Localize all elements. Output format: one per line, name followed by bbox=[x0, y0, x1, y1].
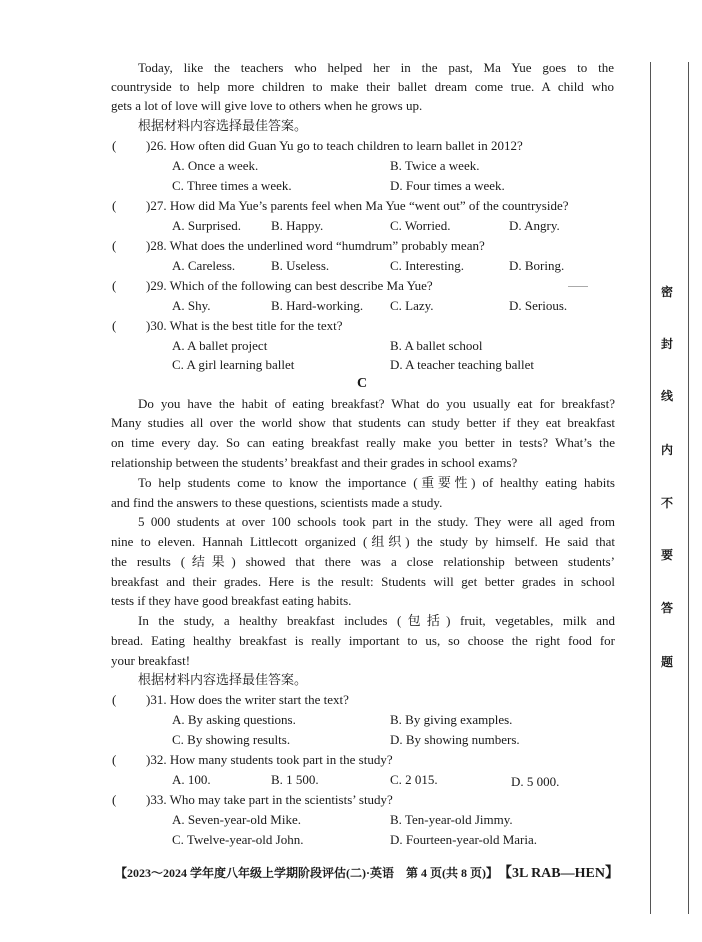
seal-char-3: 线 bbox=[660, 389, 673, 403]
option-26-a[interactable]: A. Once a week. bbox=[172, 158, 259, 173]
passage-c-line-12: In the study, a healthy breakfast includes (包括) fruit, vegetables, milk and bbox=[138, 613, 615, 628]
seal-char-5: 不 bbox=[660, 496, 673, 510]
answer-bracket-32[interactable]: ( bbox=[112, 752, 117, 767]
question-31-stem: )31. How does the writer start the text? bbox=[146, 692, 349, 707]
passage-c-line-8: nine to eleven. Hannah Littlecott organized (组织) the study by himself. He said that bbox=[111, 534, 615, 549]
answer-bracket-30[interactable]: ( bbox=[112, 318, 117, 333]
answer-bracket-33[interactable]: ( bbox=[112, 792, 117, 807]
paper-code: 【3L RAB—HEN】 bbox=[498, 866, 619, 881]
passage-c-line-7: 5 000 students at over 100 schools took part in the study. They were all aged from bbox=[138, 514, 615, 529]
option-33-b[interactable]: B. Ten-year-old Jimmy. bbox=[390, 812, 513, 827]
seal-char-2: 封 bbox=[660, 337, 673, 351]
option-29-c[interactable]: C. Lazy. bbox=[390, 298, 434, 313]
seal-char-8: 题 bbox=[660, 655, 673, 669]
passage-b-line-1: Today, like the teachers who helped her in the past, Ma Yue goes to the bbox=[138, 60, 614, 75]
instruction-b: 根据材料内容选择最佳答案。 bbox=[138, 118, 308, 133]
answer-bracket-31[interactable]: ( bbox=[112, 692, 117, 707]
option-33-c[interactable]: C. Twelve-year-old John. bbox=[172, 832, 304, 847]
option-28-c[interactable]: C. Interesting. bbox=[390, 258, 465, 273]
option-31-c[interactable]: C. By showing results. bbox=[172, 732, 291, 747]
question-32-stem: )32. How many students took part in the study? bbox=[146, 752, 393, 767]
answer-bracket-26[interactable]: ( bbox=[112, 138, 117, 153]
passage-c-line-11: tests if they have good breakfast eating habits. bbox=[111, 593, 352, 608]
option-27-a[interactable]: A. Surprised. bbox=[172, 218, 241, 233]
option-31-a[interactable]: A. By asking questions. bbox=[172, 712, 296, 727]
passage-b-line-2: countryside to help more children to make their ballet dream come true. A child who bbox=[111, 79, 614, 94]
option-32-a[interactable]: A. 100. bbox=[172, 772, 211, 787]
option-31-d[interactable]: D. By showing numbers. bbox=[390, 732, 520, 747]
option-26-d[interactable]: D. Four times a week. bbox=[390, 178, 505, 193]
option-29-b[interactable]: B. Hard-working. bbox=[271, 298, 364, 313]
instruction-c: 根据材料内容选择最佳答案。 bbox=[138, 672, 308, 687]
option-33-d[interactable]: D. Fourteen-year-old Maria. bbox=[390, 832, 538, 847]
seal-line-left bbox=[650, 62, 651, 914]
option-30-a[interactable]: A. A ballet project bbox=[172, 338, 268, 353]
seal-char-7: 答 bbox=[660, 601, 673, 615]
question-28-stem: )28. What does the underlined word “humdrum” probably mean? bbox=[146, 238, 485, 253]
option-30-d[interactable]: D. A teacher teaching ballet bbox=[390, 357, 535, 372]
option-28-d[interactable]: D. Boring. bbox=[509, 258, 565, 273]
question-26-stem: )26. How often did Guan Yu go to teach children to learn ballet in 2012? bbox=[146, 138, 523, 153]
option-26-b[interactable]: B. Twice a week. bbox=[390, 158, 480, 173]
option-31-b[interactable]: B. By giving examples. bbox=[390, 712, 513, 727]
question-30-stem: )30. What is the best title for the text? bbox=[146, 318, 343, 333]
page-footer: 【2023～2024 学年度八年级上学期阶段评估(二)·英语 第 4 页(共 8 页)】 bbox=[115, 866, 498, 880]
answer-bracket-29[interactable]: ( bbox=[112, 278, 117, 293]
option-27-c[interactable]: C. Worried. bbox=[390, 218, 451, 233]
question-33-stem: )33. Who may take part in the scientists’ study? bbox=[146, 792, 393, 807]
option-28-b[interactable]: B. Useless. bbox=[271, 258, 330, 273]
passage-c-line-9: the results (结果) showed that there was a close relationship between students’ bbox=[111, 554, 615, 569]
option-32-d[interactable]: D. 5 000. bbox=[511, 774, 560, 789]
option-26-c[interactable]: C. Three times a week. bbox=[172, 178, 292, 193]
option-30-b[interactable]: B. A ballet school bbox=[390, 338, 483, 353]
seal-line-right bbox=[688, 62, 689, 914]
option-33-a[interactable]: A. Seven-year-old Mike. bbox=[172, 812, 301, 827]
option-30-c[interactable]: C. A girl learning ballet bbox=[172, 357, 295, 372]
faint-mark bbox=[568, 286, 588, 287]
answer-bracket-28[interactable]: ( bbox=[112, 238, 117, 253]
passage-c-line-14: your breakfast! bbox=[111, 653, 191, 668]
passage-c-line-13: bread. Eating healthy breakfast is really important to us, so choose the right food for bbox=[111, 633, 615, 648]
answer-bracket-27[interactable]: ( bbox=[112, 198, 117, 213]
option-28-a[interactable]: A. Careless. bbox=[172, 258, 236, 273]
seal-char-4: 内 bbox=[660, 443, 673, 457]
passage-c-line-1: Do you have the habit of eating breakfast? What do you usually eat for breakfast? bbox=[138, 396, 615, 411]
option-32-b[interactable]: B. 1 500. bbox=[271, 772, 319, 787]
question-27-stem: )27. How did Ma Yue’s parents feel when Ma Yue “went out” of the countryside? bbox=[146, 198, 569, 213]
seal-char-6: 要 bbox=[660, 548, 673, 562]
option-27-b[interactable]: B. Happy. bbox=[271, 218, 324, 233]
passage-c-line-4: relationship between the students’ breakfast and their grades in school exams? bbox=[111, 455, 518, 470]
passage-c-line-10: breakfast and their grades. Here is the result: Students will get better grades in school bbox=[111, 574, 615, 589]
passage-b-line-3: gets a lot of love will give love to others when he grows up. bbox=[111, 98, 423, 113]
question-29-stem: )29. Which of the following can best describe Ma Yue? bbox=[146, 278, 433, 293]
option-29-d[interactable]: D. Serious. bbox=[509, 298, 568, 313]
option-29-a[interactable]: A. Shy. bbox=[172, 298, 211, 313]
option-32-c[interactable]: C. 2 015. bbox=[390, 772, 438, 787]
passage-c-line-6: and find the answers to these questions, scientists made a study. bbox=[111, 495, 443, 510]
option-27-d[interactable]: D. Angry. bbox=[509, 218, 560, 233]
passage-c-line-2: Many studies all over the world show that students can study better if they eat breakfast bbox=[111, 415, 615, 430]
passage-c-line-3: on time every day. So can eating breakfast really make you better in tests? What’s the bbox=[111, 435, 615, 450]
seal-char-1: 密 bbox=[660, 285, 673, 299]
passage-c-line-5: To help students come to know the importance (重要性) of healthy eating habits bbox=[138, 475, 615, 490]
section-c-heading: C bbox=[356, 376, 368, 391]
